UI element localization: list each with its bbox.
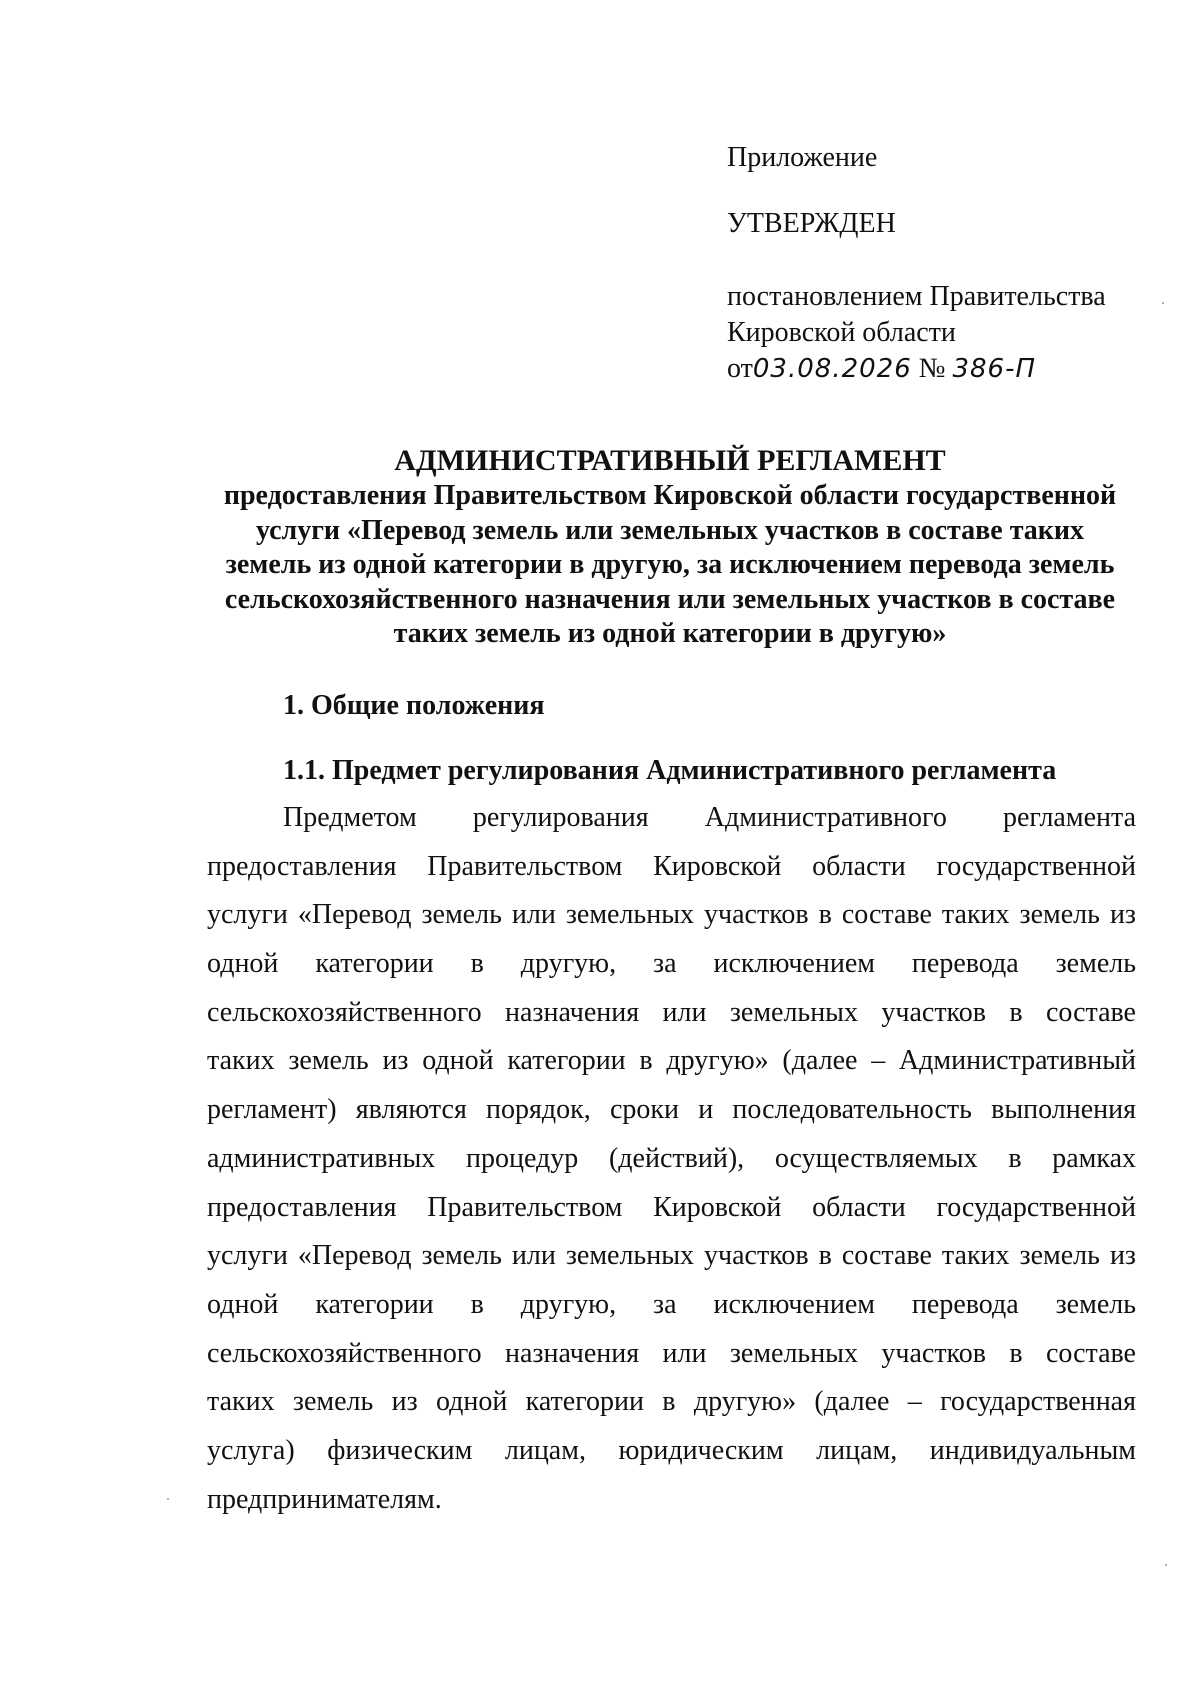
title-line: предоставления Правительством Кировской области государственной	[223, 480, 1117, 511]
paragraph-line: Предметом регулирования Административного регламента	[283, 802, 1136, 833]
paragraph-body	[207, 800, 1136, 1530]
paragraph-line: одной категории в другую, за исключением перевода земель	[207, 1288, 1136, 1320]
paragraph-line: услуга) физическим лицам, юридическим лицам, индивидуальным	[207, 1434, 1136, 1466]
decree-line-1: постановлением Правительства	[727, 281, 1106, 312]
date-prefix: от	[727, 353, 753, 384]
title-line: таких земель из одной категории в другую»	[393, 618, 947, 649]
paragraph-line: таких земель из одной категории в другую» (далее – Административный	[207, 1045, 1136, 1077]
handwritten-date: 03.08.2026	[752, 354, 912, 384]
paragraph-line: одной категории в другую, за исключением перевода земель	[207, 948, 1136, 980]
paragraph-line: предпринимателям.	[207, 1483, 442, 1515]
paragraph-line: таких земель из одной категории в другую» (далее – государственная	[207, 1386, 1136, 1418]
handwritten-number: 386-П	[952, 354, 1037, 384]
paragraph-line: предоставления Правительством Кировской области государственной	[207, 1191, 1136, 1223]
paragraph-line: сельскохозяйственного назначения или земельных участков в составе	[207, 1337, 1136, 1369]
scan-speck	[1165, 1564, 1167, 1566]
scan-speck	[167, 1498, 169, 1500]
title-main: АДМИНИСТРАТИВНЫЙ РЕГЛАМЕНТ	[394, 444, 946, 477]
title-line: сельскохозяйственного назначения или земельных участков в составе	[224, 583, 1116, 615]
paragraph-line: регламент) являются порядок, сроки и последовательность выполнения	[207, 1094, 1136, 1126]
appendix-label: Приложение	[727, 142, 878, 173]
scan-speck	[1162, 302, 1164, 304]
decree-date-number	[727, 351, 1147, 387]
decree-line-2: Кировской области	[727, 317, 956, 348]
title-line: услуги «Перевод земель или земельных участков в составе таких	[255, 514, 1085, 546]
paragraph-line: административных процедур (действий), осуществляемых в рамках	[207, 1142, 1136, 1174]
paragraph-line: услуги «Перевод земель или земельных участков в составе таких земель из	[207, 899, 1136, 931]
paragraph-line: услуги «Перевод земель или земельных участков в составе таких земель из	[207, 1240, 1136, 1272]
title-line: земель из одной категории в другую, за исключением перевода земель	[225, 549, 1115, 580]
paragraph-line: сельскохозяйственного назначения или земельных участков в составе	[207, 996, 1136, 1028]
number-prefix: №	[918, 353, 946, 384]
approval-block	[727, 140, 1147, 387]
paragraph-line: предоставления Правительством Кировской области государственной	[207, 850, 1136, 882]
section-heading-general: 1. Общие положения	[283, 690, 545, 721]
subsection-heading-subject: 1.1. Предмет регулирования Административного регламента	[283, 755, 1057, 786]
document-title	[200, 443, 1140, 652]
approved-label: УТВЕРЖДЕН	[727, 208, 896, 239]
